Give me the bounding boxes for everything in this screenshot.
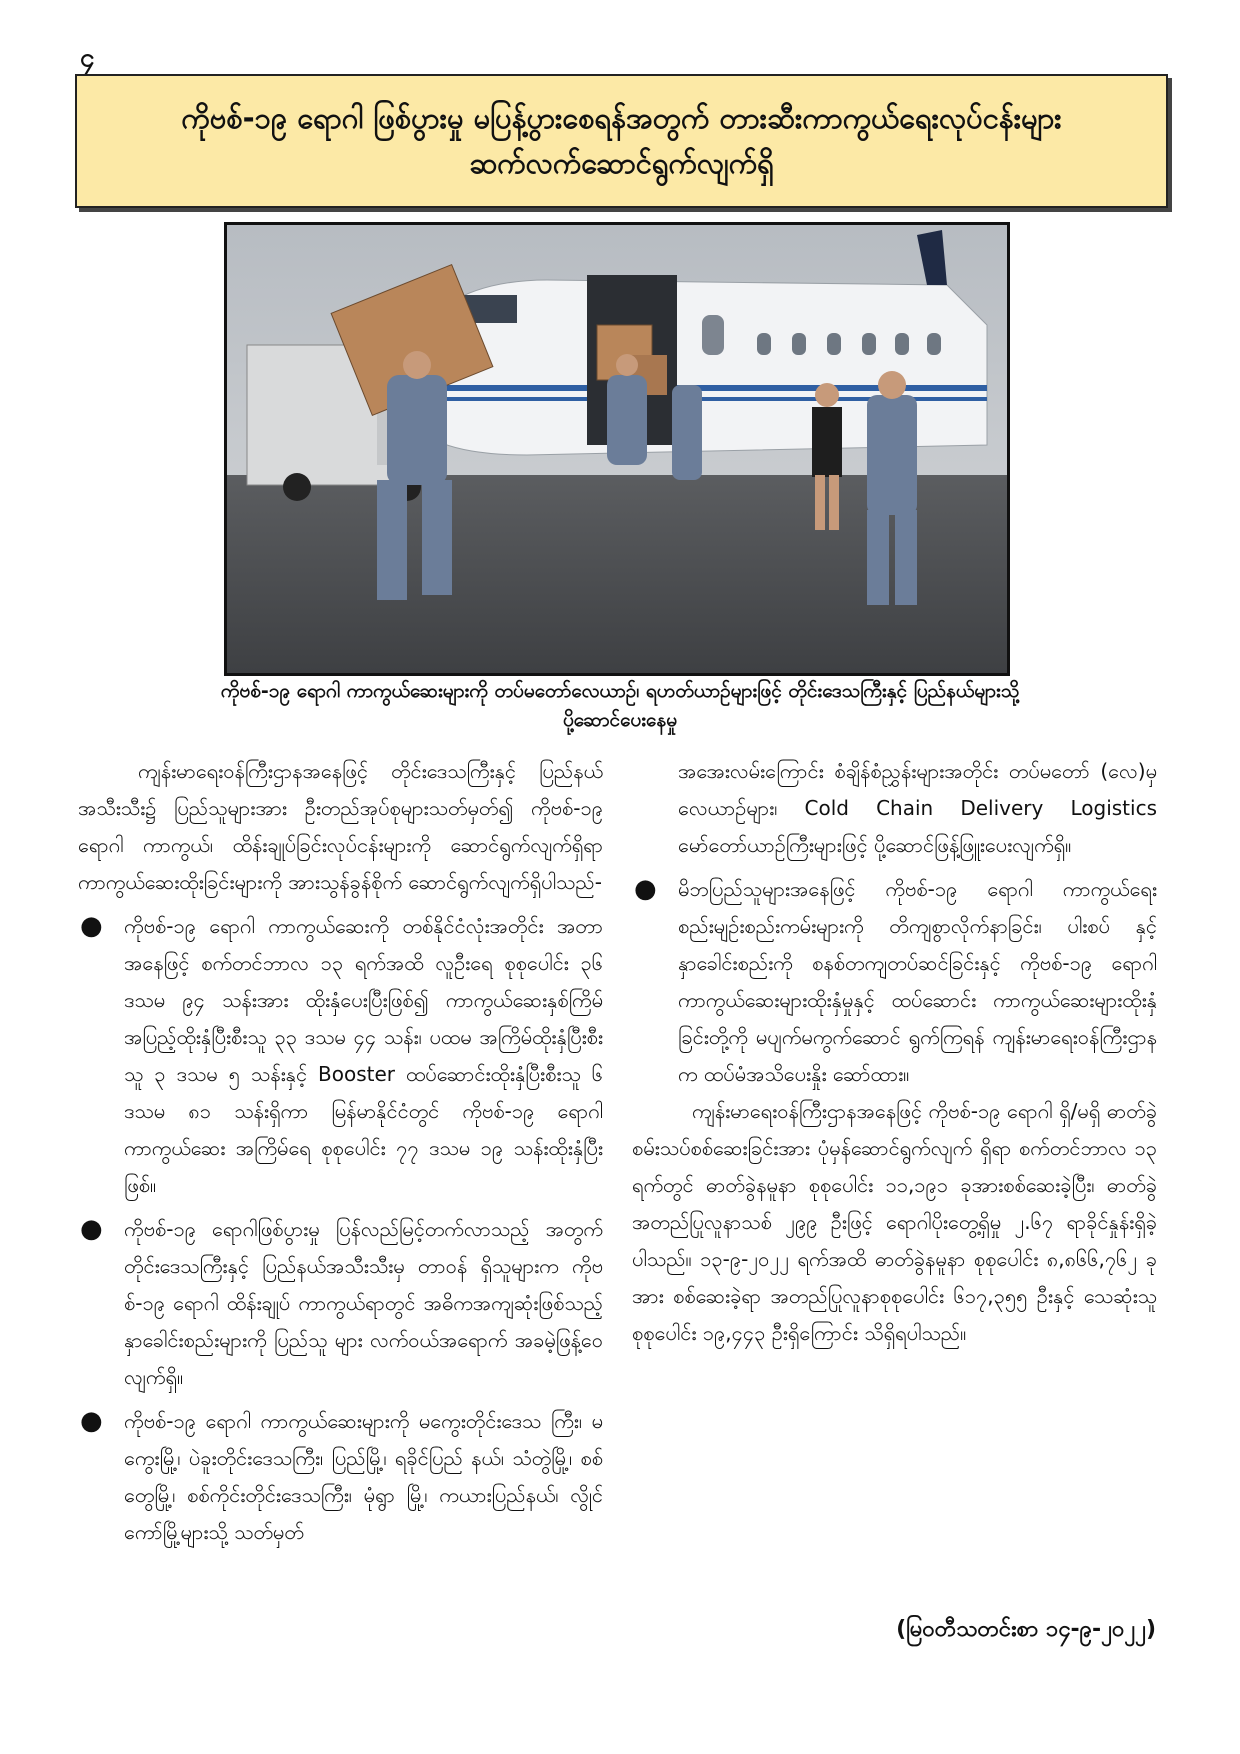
right-column	[632, 753, 1157, 1352]
photo-caption-line-2: ပို့ဆောင်ပေးနေမှု	[562, 709, 678, 732]
intro-paragraph: ကျန်းမာရေးဝန်ကြီးဌာနအနေဖြင့် တိုင်းဒေသကြီးနှင့် ပြည်နယ်အသီးသီး၌ ပြည်သူများအား ဦးတည်အုပ်စုများသတ်မှတ်၍ ကိုဗစ်-၁၉ ရောဂါ ကာကွယ်၊ ထိန်းချုပ်ခြင်းလုပ်ငန်းများကို ဆောင်ရွက်လျက်ရှိရာ ကာကွယ်ဆေးထိုးခြင်းများကို အားသွန်ခွန်စိုက် ဆောင်ရွက်လျက်ရှိပါသည်-	[78, 759, 603, 894]
article-title-box	[75, 74, 1168, 208]
bullet-continuation: အအေးလမ်းကြောင်း စံချိန်စံညွှန်းများအတိုင်း တပ်မတော် (လေ)မှ လေယာဉ်များ၊ Cold Chain Delivery Logistics မော်တော်ယာဉ်ကြီးများဖြင့် ပို့ဆောင်ဖြန့်ဖြူးပေးလျက်ရှိ။	[678, 759, 1157, 857]
bullet-item: ● ကိုဗစ်-၁၉ ရောဂါ ကာကွယ်ဆေးများကို မကွေးတိုင်းဒေသ ကြီး၊ မကွေးမြို့၊ ပဲခူးတိုင်းဒေသကြီး၊ ပြည်မြို့၊ ရခိုင်ပြည် နယ်၊ သံတွဲမြို့၊ စစ်တွေမြို့၊ စစ်ကိုင်းတိုင်းဒေသကြီး၊ မုံရွာ မြို့၊ ကယားပြည်နယ်၊ လွိုင်ကော်မြို့များသို့ သတ်မှတ်	[78, 1403, 603, 1551]
bullet-item: ● ကိုဗစ်-၁၉ ရောဂါ ကာကွယ်ဆေးကို တစ်နိုင်ငံလုံးအတိုင်း အတာအနေဖြင့် စက်တင်ဘာလ ၁၃ ရက်အထိ လူဦးရေ စုစုပေါင်း ၃၆ ဒသမ ၉၄ သန်းအား ထိုးနှံပေးပြီးဖြစ်၍ ကာကွယ်ဆေးနှစ်ကြိမ်အပြည့်ထိုးနှံပြီးစီးသူ ၃၃ ဒသမ ၄၄ သန်း၊ ပထမ အကြိမ်ထိုးနှံပြီးစီးသူ ၃ ဒသမ ၅ သန်းနှင့် Booster ထပ်ဆောင်းထိုးနှံပြီးစီးသူ ၆ ဒသမ ၈၁ သန်းရှိကာ မြန်မာနိုင်ငံတွင် ကိုဗစ်-၁၉ ရောဂါကာကွယ်ဆေး အကြိမ်ရေ စုစုပေါင်း ၇၇ ဒသမ ၁၉ သန်းထိုးနှံပြီးဖြစ်။	[78, 908, 603, 1204]
right-bullet-list	[632, 871, 1157, 1093]
photo-caption-line-1: ကိုဗစ်-၁၉ ရောဂါ ကာကွယ်ဆေးများကို တပ်မတော်လေယာဉ်၊ ရဟတ်ယာဉ်များဖြင့် တိုင်းဒေသကြီးနှင့် ပြည်နယ်များသို့	[220, 680, 1020, 702]
article-title-line-2: ဆက်လက်ဆောင်ရွက်လျက်ရှိ	[469, 146, 774, 180]
bullet-item: ● ကိုဗစ်-၁၉ ရောဂါဖြစ်ပွားမှု ပြန်လည်မြင့်တက်လာသည့် အတွက် တိုင်းဒေသကြီးနှင့် ပြည်နယ်အသီးသီးမှ တာဝန် ရှိသူများက ကိုဗစ်-၁၉ ရောဂါ ထိန်းချုပ် ကာကွယ်ရာတွင် အဓိကအကျဆုံးဖြစ်သည့် နှာခေါင်းစည်းများကို ပြည်သူ များ လက်ဝယ်အရောက် အခမဲ့ဖြန့်ဝေလျက်ရှိ။	[78, 1211, 603, 1396]
article-photo	[224, 222, 1010, 676]
airplane-cargo-photo	[227, 225, 1007, 673]
bullet-dot-icon: ●	[80, 1406, 103, 1436]
bullet-dot-icon: ●	[80, 911, 103, 941]
photo-caption	[120, 677, 1120, 736]
source-citation: (မြဝတီသတင်းစာ ၁၄-၉-၂၀၂၂)	[896, 1617, 1156, 1642]
page-number: ၄	[80, 43, 95, 73]
bullet-dot-icon: ●	[80, 1214, 103, 1244]
bullet-dot-icon: ●	[634, 874, 657, 904]
left-column	[78, 753, 603, 1551]
left-bullet-list	[78, 908, 603, 1551]
article-title-line-1: ကိုဗစ်-၁၉ ရောဂါ ဖြစ်ပွားမှု မပြန့်ပွားစေရန်အတွက် တားဆီးကာကွယ်ရေးလုပ်ငန်းများ	[181, 101, 1062, 136]
bullet-item: ● မိဘပြည်သူများအနေဖြင့် ကိုဗစ်-၁၉ ရောဂါ ကာကွယ်ရေး စည်းမျဉ်းစည်းကမ်းများကို တိကျစွာလိုက်နာခြင်း၊ ပါးစပ် နှင့်နှာခေါင်းစည်းကို စနစ်တကျတပ်ဆင်ခြင်းနှင့် ကိုဗစ်-၁၉ ရောဂါ ကာကွယ်ဆေးများထိုးနှံမှုနှင့် ထပ်ဆောင်း ကာကွယ်ဆေးများထိုးနှံခြင်းတို့ကို မပျက်မကွက်ဆောင် ရွက်ကြရန် ကျန်းမာရေးဝန်ကြီးဌာနက ထပ်မံအသိပေးနှိုး ဆော်ထား။	[632, 871, 1157, 1093]
closing-paragraph: ကျန်းမာရေးဝန်ကြီးဌာနအနေဖြင့် ကိုဗစ်-၁၉ ရောဂါ ရှိ/မရှိ ဓာတ်ခွဲစမ်းသပ်စစ်ဆေးခြင်းအား ပုံမှန်ဆောင်ရွက်လျက် ရှိရာ စက်တင်ဘာလ ၁၃ ရက်တွင် ဓာတ်ခွဲနမူနာ စုစုပေါင်း ၁၁,၁၉၁ ခုအားစစ်ဆေးခဲ့ပြီး၊ ဓာတ်ခွဲအတည်ပြုလူနာသစ် ၂၉၉ ဦးဖြင့် ရောဂါပိုးတွေ့ရှိမှု ၂.၆၇ ရာခိုင်နှုန်းရှိခဲ့ပါသည်။ ၁၃-၉-၂၀၂၂ ရက်အထိ ဓာတ်ခွဲနမူနာ စုစုပေါင်း ၈,၈၆၆,၇၆၂ ခုအား စစ်ဆေးခဲ့ရာ အတည်ပြုလူနာစုစုပေါင်း ၆၁၇,၃၅၅ ဦးနှင့် သေဆုံးသူစုစုပေါင်း ၁၉,၄၄၃ ဦးရှိကြောင်း သိရှိရပါသည်။	[632, 1099, 1157, 1345]
